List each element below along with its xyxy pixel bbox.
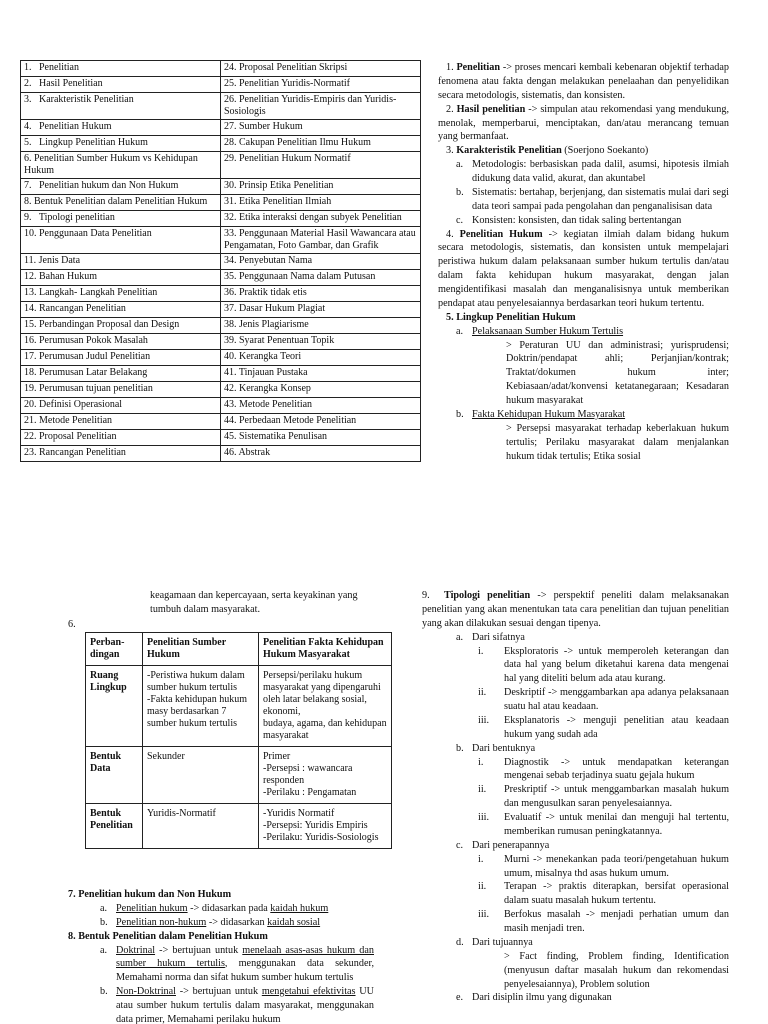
- table-cell: 20. Definisi Operasional: [21, 398, 221, 414]
- table-cell: 16. Perumusan Pokok Masalah: [21, 334, 221, 350]
- table-row: [21, 414, 421, 430]
- table-row: [21, 77, 421, 93]
- typology-b-list: [422, 756, 729, 839]
- table-cell: 10. Penggunaan Data Penelitian: [21, 227, 221, 254]
- table-cell: Sekunder: [143, 747, 259, 804]
- table-row: [21, 318, 421, 334]
- table-cell: 26. Penelitian Yuridis-Empiris dan Yuridis-Sosiologis: [221, 93, 421, 120]
- table-cell: 23. Rancangan Penelitian: [21, 446, 221, 462]
- table-cell: 32. Etika interaksi dengan subyek Penelitian: [221, 211, 421, 227]
- table-row: [21, 195, 421, 211]
- continued-text: keagamaan dan kepercayaan, serta keyakinan yang tumbuh dalam masyarakat.: [150, 590, 358, 615]
- table-cell: 2. Hasil Penelitian: [21, 77, 221, 93]
- table-cell: 30. Prinsip Etika Penelitian: [221, 179, 421, 195]
- topic-index-table: [20, 60, 421, 462]
- table-row: [21, 398, 421, 414]
- characteristics-list: [438, 158, 729, 227]
- table-row: [86, 633, 392, 666]
- s8-item-a: a. Doktrinal -> bertujuan untuk menelaah asas-asas hukum dan sumber hukum tertulis, menggunakan data sekunder, Memahami norma dan sifat hukum sumber hukum tertulis: [100, 944, 374, 984]
- table-cell: 38. Jenis Plagiarisme: [221, 318, 421, 334]
- section-2: 2. Hasil penelitian -> simpulan atau rekomendasi yang mendukung, menolak, memperbarui, menciptakan, dan/atau merancang temuan yang bermanfaat.: [438, 103, 730, 143]
- table-row: [21, 179, 421, 195]
- table-cell: 15. Perbandingan Proposal dan Design: [21, 318, 221, 334]
- page-2: [0, 582, 768, 1024]
- table-row: [21, 93, 421, 120]
- list-item: iii. Berfokus masalah -> menjadi perhatian umum dan masih menjadi tren.: [478, 909, 729, 934]
- typology-c-list: [422, 853, 729, 936]
- table-row: [21, 61, 421, 77]
- table-cell: 28. Cakupan Penelitian Ilmu Hukum: [221, 136, 421, 152]
- table-cell: -Peristiwa hukum dalam sumber hukum tertulis -Fakta kehidupan hukum masy berdasarkan 7 sumber hukum tertulis: [143, 666, 259, 747]
- section-8-heading: 8. Bentuk Penelitian dalam Penelitian Hukum: [68, 930, 268, 942]
- table-row: [21, 334, 421, 350]
- typology-a-list: [422, 645, 729, 742]
- table-cell: 33. Penggunaan Material Hasil Wawancara atau Pengamatan, Foto Gambar, dan Grafik: [221, 227, 421, 254]
- table-row: [21, 211, 421, 227]
- list-item: ii. Preskriptif -> untuk menggambarkan masalah hukum dan mengusulkan saran penyelesaiannya.: [478, 784, 729, 810]
- table-cell: 44. Perbedaan Metode Penelitian: [221, 414, 421, 430]
- definitions-column: [438, 61, 729, 463]
- scope-item-b: b. Fakta Kehidupan Hukum Masyarakat: [456, 408, 626, 420]
- scope-item-a-body: > Peraturan UU dan administrasi; yurisprudensi; Doktrin/pendapat ahli; Perjanjian/kontrak; Traktat/dokumen hukum inter; Kebiasaan/adat/konvensi ketatanegaraan; Kesadaran hukum masyarakat: [506, 339, 729, 406]
- section-9: 9. Tipologi penelitian -> perspektif peneliti dalam melaksanakan penelitian yang akan menentukan tata cara penelitian dan tujuan penelitian yang akan dilakukan sesuai dengan tipenya.: [422, 590, 729, 629]
- table-cell: 31. Etika Penelitian Ilmiah: [221, 195, 421, 211]
- table-cell: 27. Sumber Hukum: [221, 120, 421, 136]
- table-cell: 36. Praktik tidak etis: [221, 286, 421, 302]
- table-cell: Bentuk Data: [86, 747, 143, 804]
- table-cell: 29. Penelitian Hukum Normatif: [221, 152, 421, 179]
- table-cell: 11. Jenis Data: [21, 254, 221, 270]
- table-cell: 37. Dasar Hukum Plagiat: [221, 302, 421, 318]
- table-cell: 34. Penyebutan Nama: [221, 254, 421, 270]
- section-6-number: 6.: [68, 619, 76, 630]
- table-row: [21, 366, 421, 382]
- table-row: [86, 666, 392, 747]
- section-3: 3. Karakteristik Penelitian (Soerjono Soekanto): [446, 145, 649, 157]
- table-cell: 25. Penelitian Yuridis-Normatif: [221, 77, 421, 93]
- table-cell: 21. Metode Penelitian: [21, 414, 221, 430]
- scope-item-b-body: > Persepsi masyarakat terhadap keberlakuan hukum tertulis; Perilaku masyarakat dalam menjalankan hukum tidak tertulis; Etika sosial: [506, 422, 729, 462]
- table-cell: 19. Perumusan tujuan penelitian: [21, 382, 221, 398]
- list-item: i. Eksploratoris -> untuk memperoleh keterangan dan data hal yang belum diketahui karena data mengenai hal yang diteliti belum ada atau kurang.: [478, 645, 729, 685]
- table-cell: 1. Penelitian: [21, 61, 221, 77]
- table-cell: 43. Metode Penelitian: [221, 398, 421, 414]
- table-cell: 3. Karakteristik Penelitian: [21, 93, 221, 120]
- sections-7-8: [68, 888, 374, 1024]
- table-row: [21, 270, 421, 286]
- table-cell: 5. Lingkup Penelitian Hukum: [21, 136, 221, 152]
- table-row: [21, 350, 421, 366]
- table-cell: Yuridis-Normatif: [143, 804, 259, 849]
- table-cell: 42. Kerangka Konsep: [221, 382, 421, 398]
- section-1: 1. Penelitian -> proses mencari kembali kebenaran objektif terhadap fenomena atau fakta dengan melakukan penelaahan dan penyelidikan secara metodologis, sistematis, dan konsisten.: [438, 62, 729, 101]
- s8-item-b: b. Non-Doktrinal -> bertujuan untuk mengetahui efektivitas UU atau sumber hukum tertulis dalam masyarakat, menggunakan data primer, Memahami perilaku hukum: [100, 986, 374, 1024]
- typology-c: c. Dari penerapannya: [456, 839, 550, 851]
- list-item: i. Diagnostik -> untuk mendapatkan keterangan mengenai sebab terjadinya suatu gejala hukum: [478, 756, 729, 782]
- list-item: ii. Deskriptif -> menggambarkan apa adanya pelaksanaan suatu hal atau keadaan.: [478, 687, 729, 712]
- table-cell: 35. Penggunaan Nama dalam Putusan: [221, 270, 421, 286]
- typology-a: a. Dari sifatnya: [456, 631, 525, 643]
- table-header-cell: Penelitian Fakta Kehidupan Hukum Masyarakat: [259, 633, 392, 666]
- table-row: [21, 136, 421, 152]
- typology-column: [422, 589, 729, 1005]
- section-4: 4. Penelitian Hukum -> kegiatan ilmiah dalam bidang hukum secara metodologis, sistematis, dan konsisten untuk mempelajari peristiwa hukum dalam pelaksanaan sumber hukum tertulis dan/atau dalam fakta kehidupan hukum masyarakat, dengan jalan mengidentifikasi masalah dan menganalisisnya untuk memberikan pendapat atau penyelesaiannya berdasarkan teori hukum tertentu.: [438, 228, 730, 309]
- table-row: [21, 286, 421, 302]
- table-cell: 41. Tinjauan Pustaka: [221, 366, 421, 382]
- table-cell: 9. Tipologi penelitian: [21, 211, 221, 227]
- list-item: c. Konsisten: konsisten, dan tidak saling bertentangan: [456, 214, 682, 226]
- table-cell: 4. Penelitian Hukum: [21, 120, 221, 136]
- table-cell: 12. Bahan Hukum: [21, 270, 221, 286]
- s7-item-b: b. Penelitian non-hukum -> didasarkan kaidah sosial: [100, 916, 321, 928]
- list-item: b. Sistematis: bertahap, berjenjang, dan sistematis mulai dari segi data teori sampai pada pengolahan dan penganalisisan data: [456, 186, 729, 212]
- typology-d: d. Dari tujuannya: [456, 936, 533, 948]
- table-cell: 24. Proposal Penelitian Skripsi: [221, 61, 421, 77]
- table-row: [21, 446, 421, 462]
- table-header-cell: Perban-dingan: [86, 633, 143, 666]
- table-cell: 46. Abstrak: [221, 446, 421, 462]
- table-cell: Primer -Persepsi : wawancara responden -Perilaku : Pengamatan: [259, 747, 392, 804]
- table-cell: Ruang Lingkup: [86, 666, 143, 747]
- table-cell: 18. Perumusan Latar Belakang: [21, 366, 221, 382]
- table-cell: 13. Langkah- Langkah Penelitian: [21, 286, 221, 302]
- s7-item-a: a. Penelitian hukum -> didasarkan pada kaidah hukum: [100, 902, 329, 914]
- table-row: [21, 120, 421, 136]
- table-cell: Bentuk Penelitian: [86, 804, 143, 849]
- table-row: [21, 254, 421, 270]
- table-cell: 8. Bentuk Penelitian dalam Penelitian Hukum: [21, 195, 221, 211]
- table-cell: 7. Penelitian hukum dan Non Hukum: [21, 179, 221, 195]
- table-row: [21, 430, 421, 446]
- list-item: a. Metodologis: berbasiskan pada dalil, asumsi, hipotesis ilmiah didukung data valid, akurat, dan akuntabel: [456, 159, 729, 184]
- section-7-heading: 7. Penelitian hukum dan Non Hukum: [68, 889, 232, 900]
- section-5-heading: 5. Lingkup Penelitian Hukum: [446, 311, 576, 323]
- typology-d-body: > Fact finding, Problem finding, Identification (menyusun daftar masalah hukum dan rekomendasi penyelesaiannya), Problem solution: [504, 950, 729, 990]
- table-row: [86, 747, 392, 804]
- typology-b: b. Dari bentuknya: [456, 742, 536, 754]
- list-item: iii. Eksplanatoris -> menguji penelitian atau keadaan hukum yang sudah ada: [478, 714, 729, 740]
- table-row: [21, 227, 421, 254]
- table-cell: -Yuridis Normatif -Persepsi: Yuridis Empiris -Perilaku: Yuridis-Sosiologis: [259, 804, 392, 849]
- scope-item-a: a. Pelaksanaan Sumber Hukum Tertulis: [456, 325, 624, 337]
- typology-e: e. Dari disiplin ilmu yang digunakan: [456, 992, 612, 1004]
- table-cell: 6. Penelitian Sumber Hukum vs Kehidupan Hukum: [21, 152, 221, 179]
- table-row: [86, 804, 392, 849]
- table-row: [21, 152, 421, 179]
- table-cell: 14. Rancangan Penelitian: [21, 302, 221, 318]
- table-header-cell: Penelitian Sumber Hukum: [143, 633, 259, 666]
- table-cell: 40. Kerangka Teori: [221, 350, 421, 366]
- table-cell: 39. Syarat Penentuan Topik: [221, 334, 421, 350]
- table-row: [21, 302, 421, 318]
- table-cell: 45. Sistematika Penulisan: [221, 430, 421, 446]
- table-cell: 22. Proposal Penelitian: [21, 430, 221, 446]
- table-cell: 17. Perumusan Judul Penelitian: [21, 350, 221, 366]
- table-cell: Persepsi/perilaku hukum masyarakat yang dipengaruhi oleh latar belakang sosial, ekonomi, budaya, agama, dan kehidupan masyarakat: [259, 666, 392, 747]
- list-item: ii. Terapan -> praktis diterapkan, bersifat operasional dalam suatu masalah hukum tertentu.: [478, 881, 729, 907]
- list-item: iii. Evaluatif -> untuk menilai dan menguji hal tertentu, memberikan rumusan peningkatannya.: [478, 812, 729, 837]
- comparison-table: [85, 632, 392, 849]
- table-row: [21, 382, 421, 398]
- list-item: i. Murni -> menekankan pada teori/pengetahuan hukum umum, misalnya thd asas hukum umum.: [478, 853, 729, 879]
